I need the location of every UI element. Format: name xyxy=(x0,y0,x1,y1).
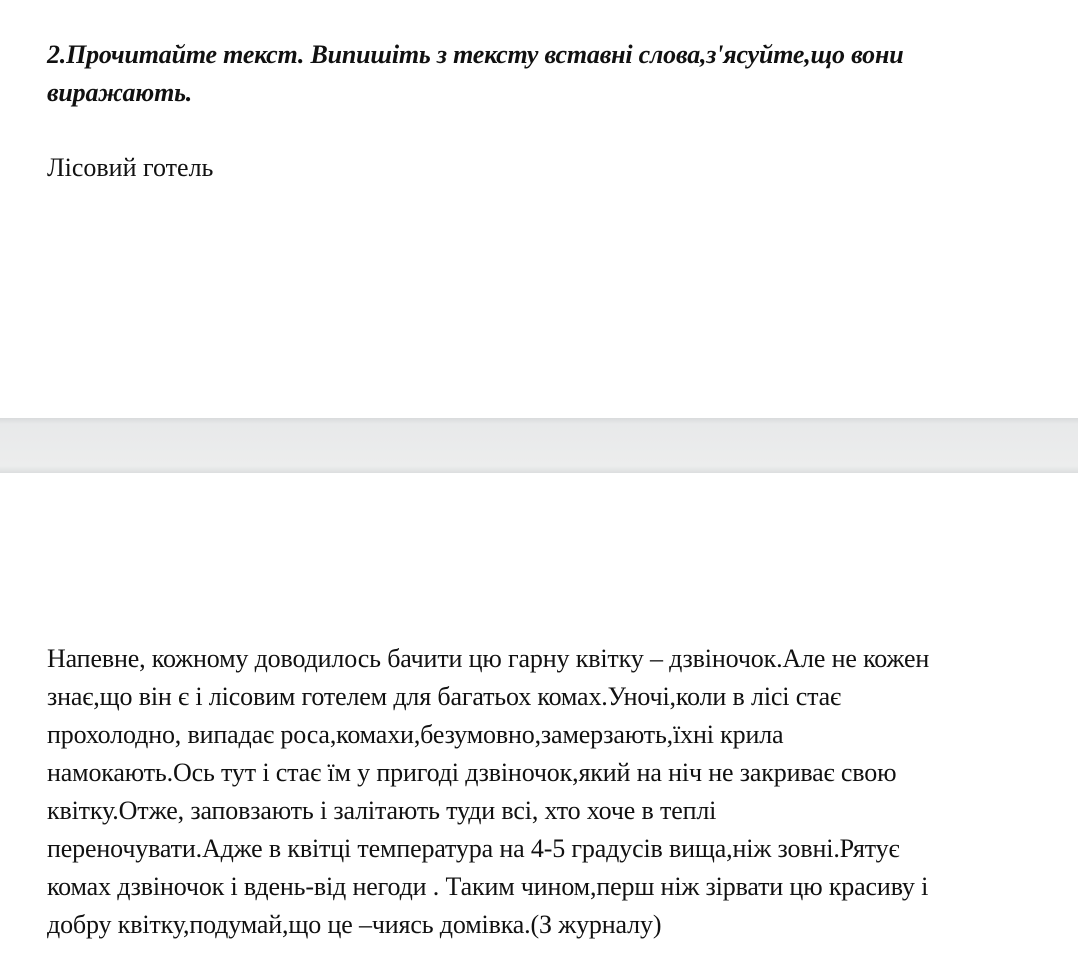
text-body xyxy=(47,640,1037,944)
task-heading-line-1: 2.Прочитайте текст. Випишіть з тексту вставні слова,з'ясуйте,що вони xyxy=(47,40,904,69)
page-top xyxy=(0,0,1078,418)
text-line: Напевне, кожному доводилось бачити цю гарну квітку – дзвіночок.Але не кожен xyxy=(47,644,930,673)
page-separator xyxy=(0,418,1078,473)
text-line: квітку.Отже, заповзають і залітають туди всі, хто хоче в теплі xyxy=(47,796,717,825)
text-line: прохолодно, випадає роса,комахи,безумовно,замерзають,їхні крила xyxy=(47,720,784,749)
text-line: знає,що він є і лісовим готелем для багатьох комах.Уночі,коли в лісі стає xyxy=(47,682,842,711)
task-heading-line-2: виражають. xyxy=(47,78,193,107)
text-line: комах дзвіночок і вдень-від негоди . Таким чином,перш ніж зірвати цю красиву і xyxy=(47,872,929,901)
text-line: переночувати.Адже в квітці температура на 4-5 градусів вища,ніж зовні.Рятує xyxy=(47,834,900,863)
text-title: Лісовий готель xyxy=(47,153,214,182)
task-heading xyxy=(47,36,1047,112)
text-line: намокають.Ось тут і стає їм у пригоді дзвіночок,який на ніч не закриває свою xyxy=(47,758,897,787)
text-line: добру квітку,подумай,що це –чиясь домівка.(З журналу) xyxy=(47,910,662,939)
